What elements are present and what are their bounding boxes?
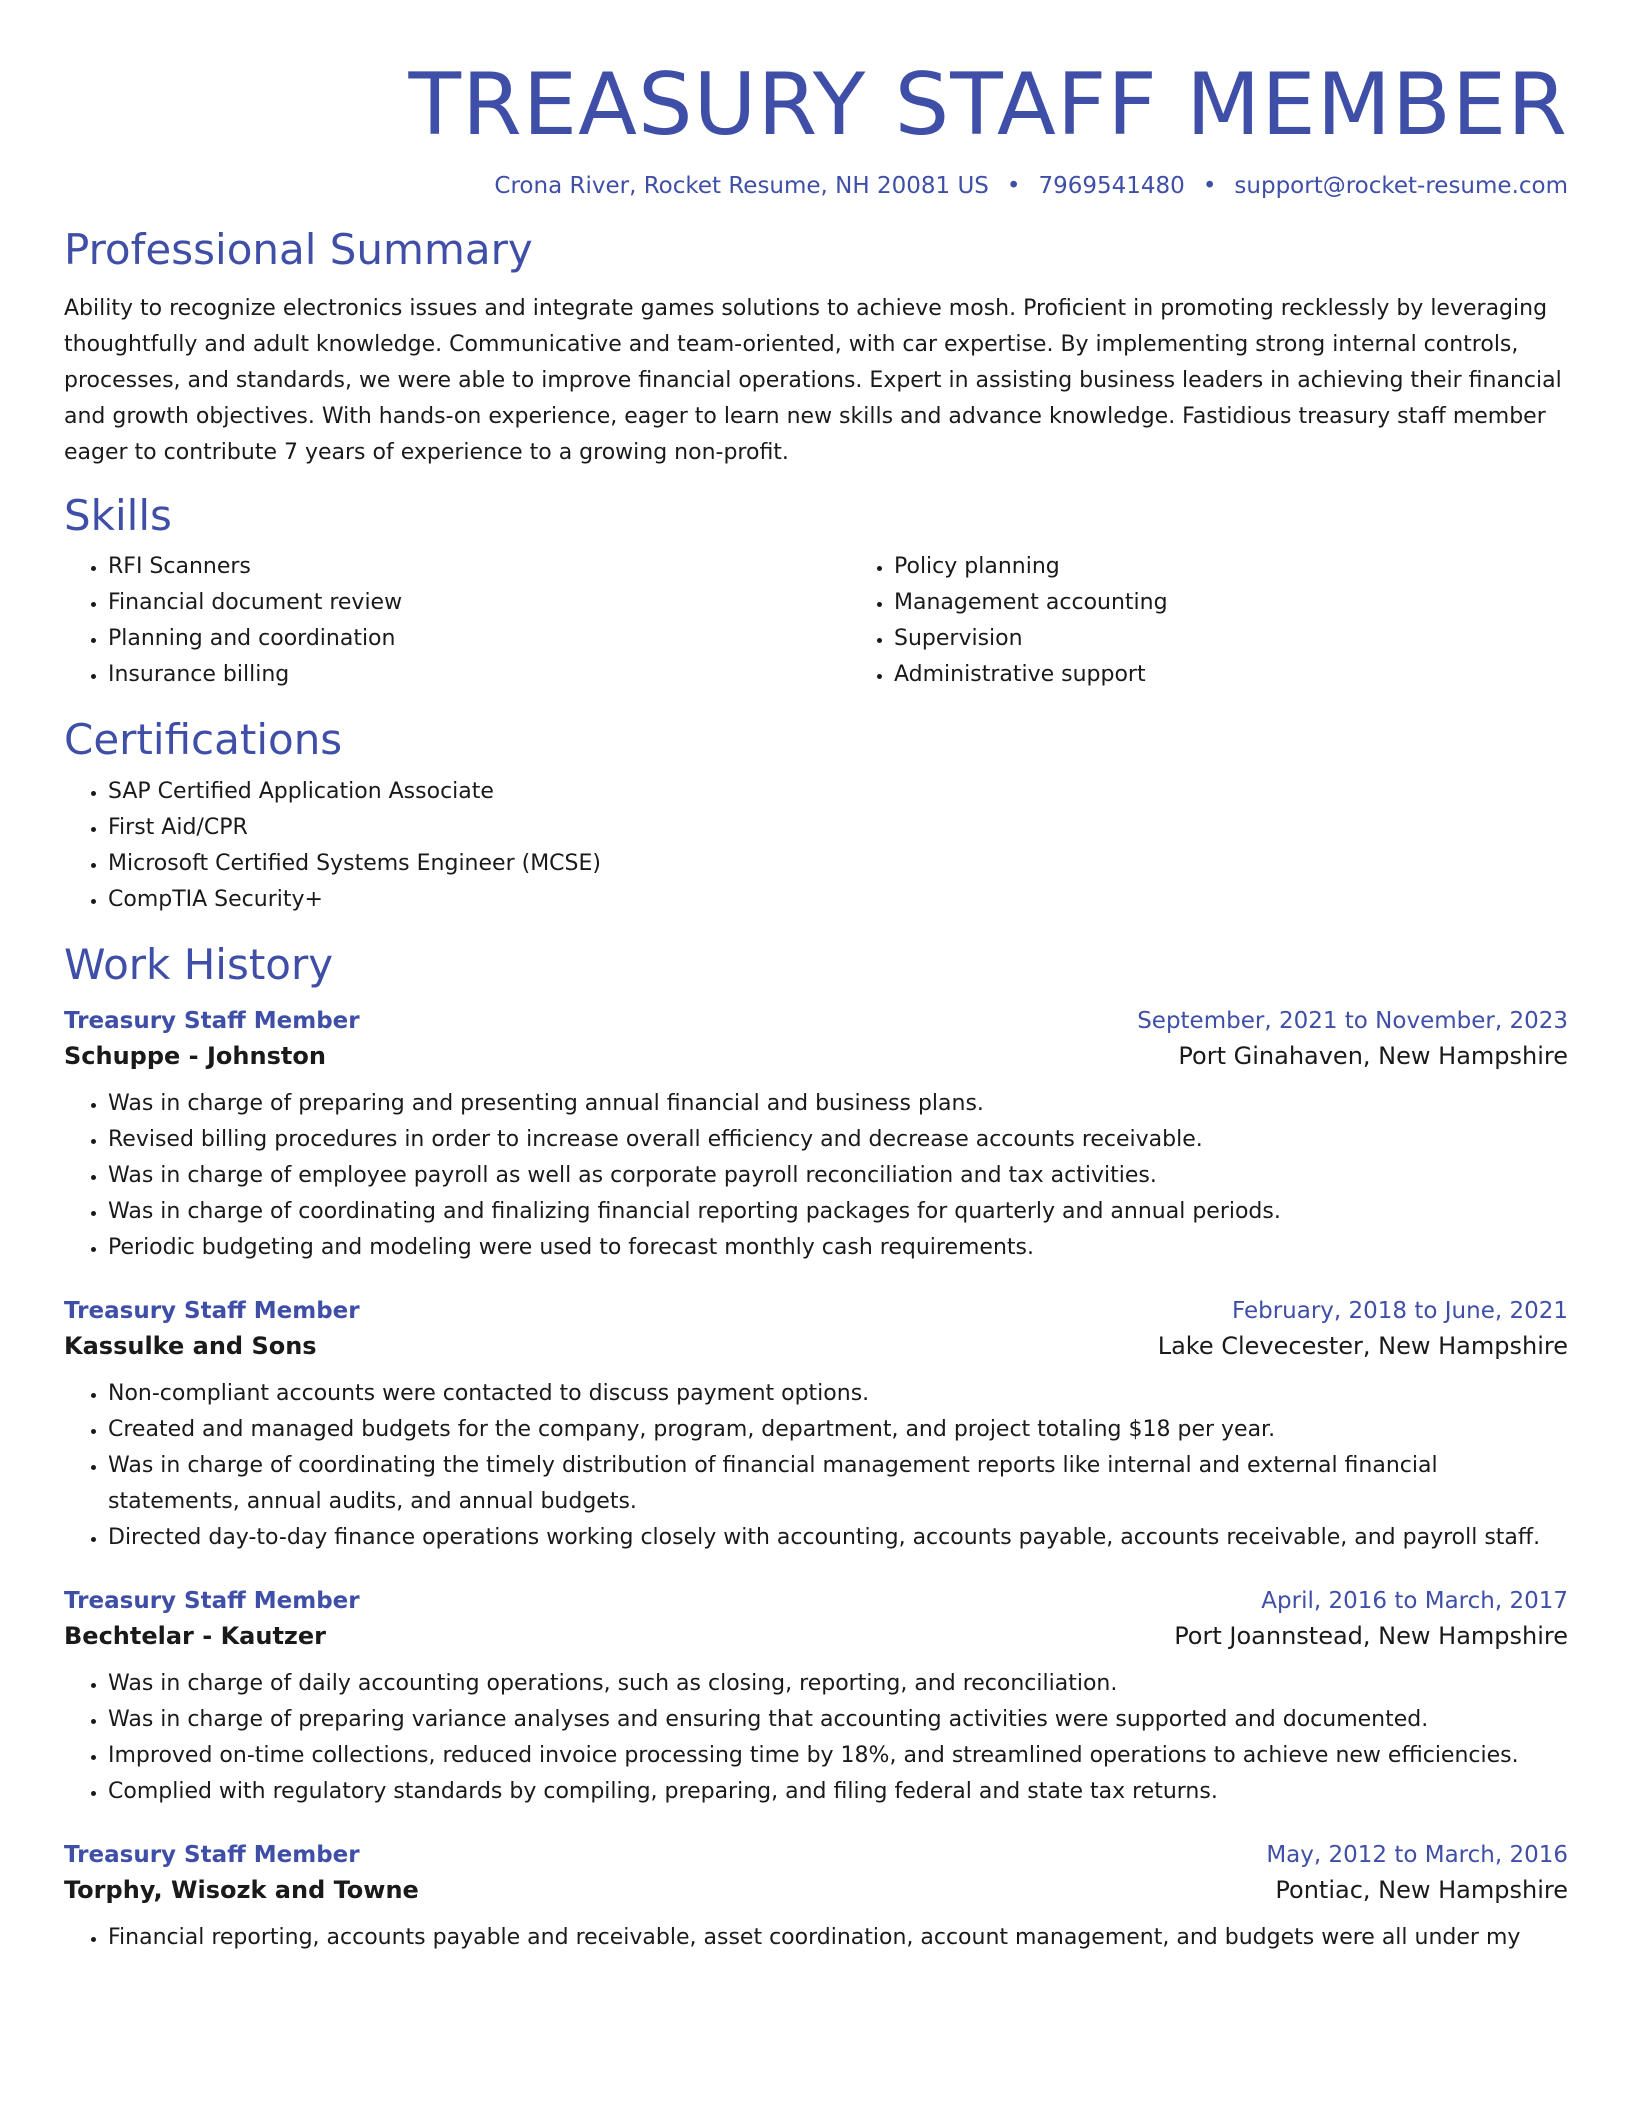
contact-address: Crona River, Rocket Resume, NH 20081 US [494,172,989,199]
job-header-row [64,1008,1568,1034]
job-company: Bechtelar - Kautzer [64,1622,326,1651]
summary-heading: Professional Summary [64,224,533,274]
job-bullet: • Was in charge of preparing variance analyses and ensuring that accounting activities were supported and documented. [108,1702,1568,1738]
summary-text: Ability to recognize electronics issues and integrate games solutions to achieve mosh. Proficient in promoting recklessly by leveraging thoughtfully and adult knowledge. Communicative and team-oriented, with car expertise. By implementing strong internal controls, processes, and standards, we were able to improve financial operations. Expert in assisting business leaders in achieving their financial and growth objectives. With hands-on experience, eager to learn new skills and advance knowledge. Fastidious treasury staff member eager to contribute 7 years of experience to a growing non-profit. [64,295,1562,465]
resume-title: TREASURY STAFF MEMBER [408,55,1568,155]
skill-item: • RFI Scanners [108,549,850,585]
job-company: Kassulke and Sons [64,1332,317,1361]
job-company: Schuppe - Johnston [64,1042,326,1071]
job-bullets [64,1086,1568,1266]
job-location: Pontiac, New Hampshire [1275,1876,1568,1905]
job-entry [64,1298,1568,1556]
contact-separator: • [1006,172,1021,199]
job-dates: April, 2016 to March, 2017 [1261,1588,1568,1615]
job-bullets [64,1376,1568,1556]
job-bullet: • Was in charge of daily accounting operations, such as closing, reporting, and reconciliation. [108,1666,1568,1702]
job-entry [64,1008,1568,1266]
job-entry [64,1842,1568,1956]
skill-item: • Administrative support [894,657,1632,693]
job-bullet: • Was in charge of coordinating the timely distribution of financial management reports like internal and external financial statements, annual audits, and annual budgets. [108,1448,1568,1520]
skill-item: • Financial document review [108,585,850,621]
skills-columns [64,549,1568,693]
job-dates: September, 2021 to November, 2023 [1137,1008,1568,1035]
skills-list-right [850,549,1632,693]
certification-item: • Microsoft Certified Systems Engineer (MCSE) [108,846,1568,882]
job-header-row [64,1588,1568,1614]
certification-item: • CompTIA Security+ [108,882,1568,918]
job-bullet: • Created and managed budgets for the company, program, department, and project totaling $18 per year. [108,1412,1568,1448]
certifications-list [64,774,1568,918]
work-history-section [64,940,1568,1956]
contact-separator: • [1202,172,1217,199]
job-bullet: • Was in charge of preparing and presenting annual financial and business plans. [108,1086,1568,1122]
resume-page [64,0,1568,1956]
job-bullets [64,1666,1568,1810]
skills-heading: Skills [64,490,172,540]
job-bullets [64,1920,1568,1956]
job-location: Port Joannstead, New Hampshire [1174,1622,1568,1651]
skill-item: • Policy planning [894,549,1632,585]
job-header-row [64,1298,1568,1324]
certifications-heading: Certifications [64,715,343,765]
skill-item: • Insurance billing [108,657,850,693]
job-company-row [64,1332,1568,1360]
job-bullet: • Directed day-to-day finance operations working closely with accounting, accounts payable, accounts receivable, and payroll staff. [108,1520,1568,1556]
job-header-row [64,1842,1568,1868]
job-company: Torphy, Wisozk and Towne [64,1876,419,1905]
skill-item: • Planning and coordination [108,621,850,657]
job-company-row [64,1622,1568,1650]
certification-item: • First Aid/CPR [108,810,1568,846]
contact-phone: 7969541480 [1038,172,1185,199]
skills-section [64,491,1568,693]
job-location: Lake Clevecester, New Hampshire [1157,1332,1568,1361]
job-bullet: • Complied with regulatory standards by compiling, preparing, and filing federal and state tax returns. [108,1774,1568,1810]
skill-item: • Supervision [894,621,1632,657]
skill-item: • Management accounting [894,585,1632,621]
job-bullet: • Was in charge of employee payroll as well as corporate payroll reconciliation and tax activities. [108,1158,1568,1194]
certification-item: • SAP Certified Application Associate [108,774,1568,810]
job-bullet: • Periodic budgeting and modeling were used to forecast monthly cash requirements. [108,1230,1568,1266]
job-company-row [64,1042,1568,1070]
job-bullet: • Improved on-time collections, reduced invoice processing time by 18%, and streamlined operations to achieve new efficiencies. [108,1738,1568,1774]
job-dates: February, 2018 to June, 2021 [1231,1298,1568,1325]
summary-section [64,225,1568,471]
work-history-heading: Work History [64,939,334,989]
job-bullet: • Financial reporting, accounts payable and receivable, asset coordination, account management, and budgets were all under my [108,1920,1568,1956]
skills-list-left [64,549,850,693]
job-title: Treasury Staff Member [64,1842,360,1869]
job-title: Treasury Staff Member [64,1008,360,1035]
job-title: Treasury Staff Member [64,1298,360,1325]
contact-email[interactable]: support@rocket-resume.com [1234,172,1568,199]
job-bullet: • Non-compliant accounts were contacted to discuss payment options. [108,1376,1568,1412]
contact-line [64,173,1568,199]
job-title: Treasury Staff Member [64,1588,360,1615]
job-company-row [64,1876,1568,1904]
job-bullet: • Revised billing procedures in order to increase overall efficiency and decrease accounts receivable. [108,1122,1568,1158]
job-location: Port Ginahaven, New Hampshire [1178,1042,1568,1071]
job-bullet: • Was in charge of coordinating and finalizing financial reporting packages for quarterly and annual periods. [108,1194,1568,1230]
job-entry [64,1588,1568,1810]
job-dates: May, 2012 to March, 2016 [1266,1842,1568,1869]
certifications-section [64,715,1568,917]
